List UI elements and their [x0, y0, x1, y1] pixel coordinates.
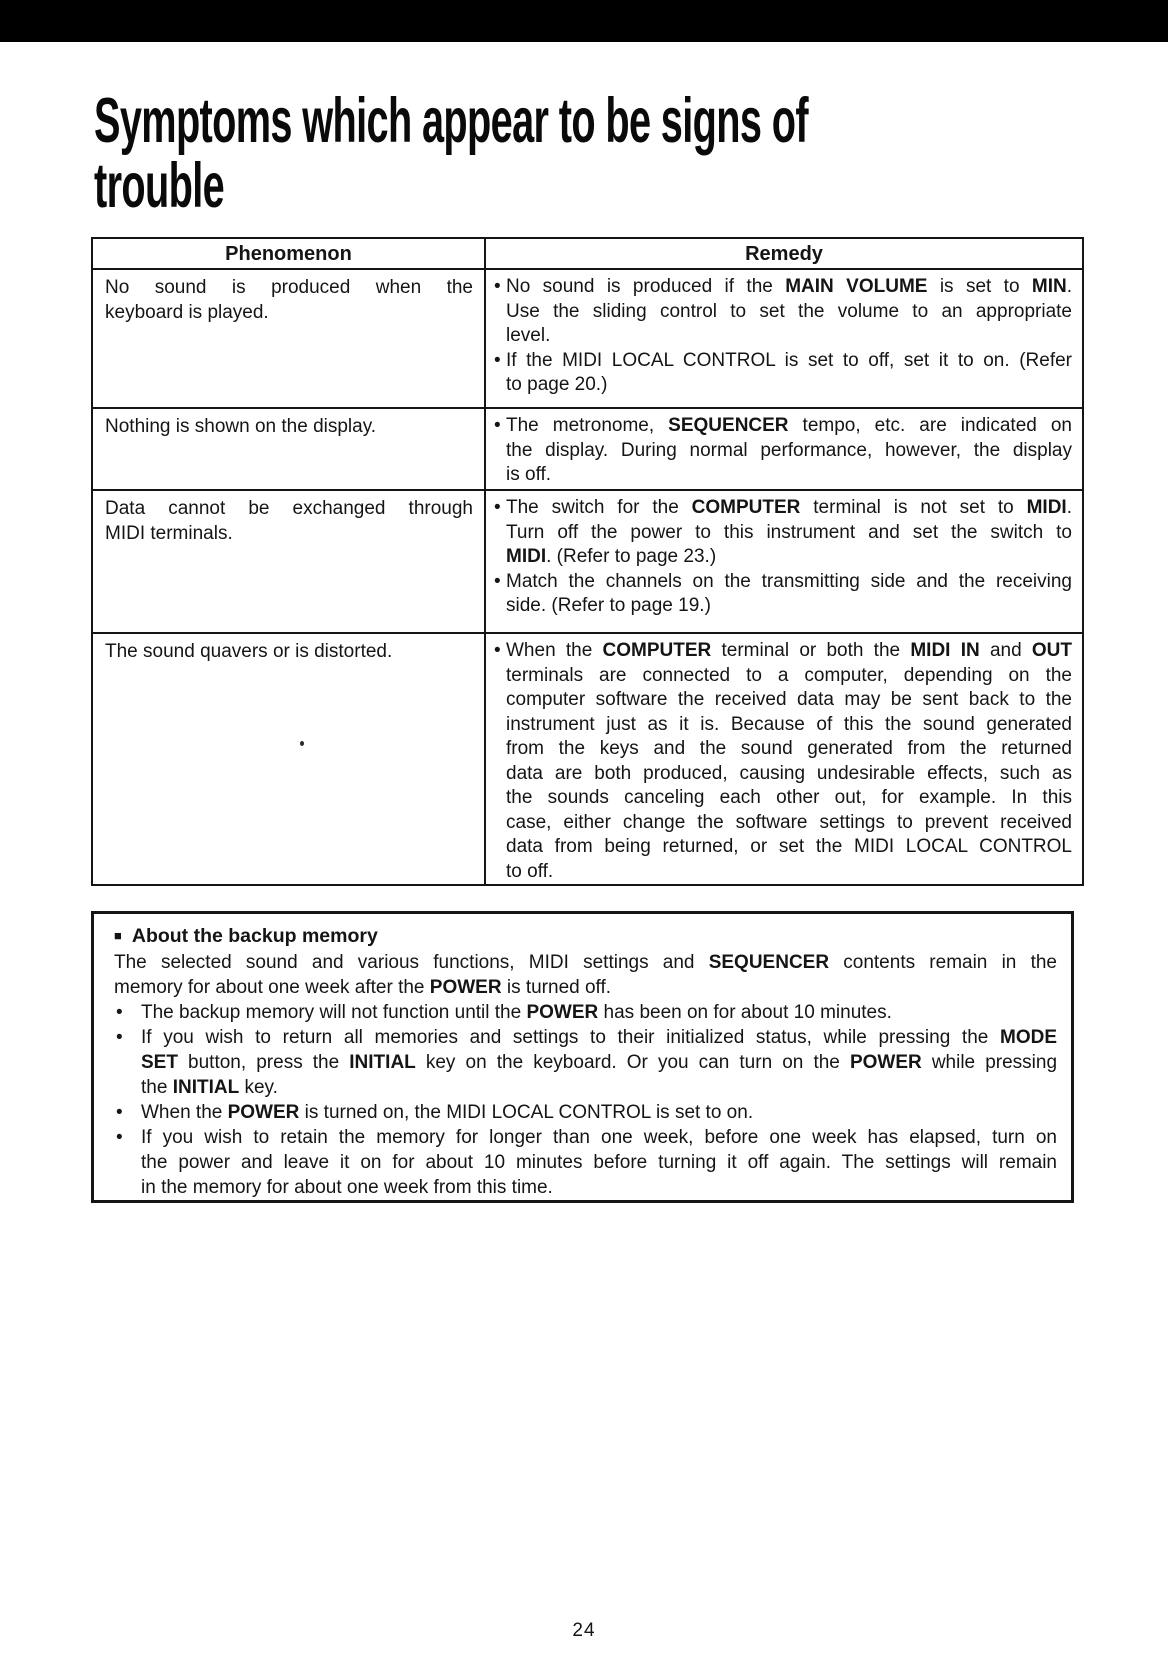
- remedy-line: [494, 762, 1072, 787]
- backup-intro-line: [114, 975, 1057, 1000]
- square-bullet-icon: ■: [114, 928, 122, 943]
- remedy-item: [494, 275, 1072, 349]
- backup-bullet-line: [114, 1000, 1057, 1025]
- text: to page 20.): [506, 374, 608, 395]
- backup-memory-heading: [114, 922, 1057, 950]
- remedy-line: [494, 439, 1072, 464]
- remedy-line: [494, 521, 1072, 546]
- bold-text: POWER: [526, 1002, 599, 1023]
- text: tempo, etc. are indicated on: [788, 415, 1073, 436]
- text: in the memory for about one week from this time.: [141, 1177, 553, 1198]
- backup-memory-bullet: [114, 1100, 1057, 1125]
- bullet-icon: •: [494, 415, 501, 436]
- scan-artifact-dot: [300, 741, 304, 746]
- bullet-icon: •: [494, 276, 501, 297]
- phenomenon-cell: [93, 634, 486, 884]
- text: The backup memory will not function until the: [141, 1002, 527, 1023]
- text: contents remain in the: [829, 952, 1057, 973]
- remedy-cell: [486, 491, 1082, 632]
- table-row: [93, 268, 1082, 407]
- table-header-remedy: Remedy: [745, 243, 823, 265]
- bold-text: POWER: [227, 1102, 300, 1123]
- remedy-cell: [486, 270, 1082, 407]
- backup-bullet-line: [114, 1125, 1057, 1150]
- text: from the keys and the sound generated from the returned: [506, 738, 1072, 759]
- text: has been on for about 10 minutes.: [598, 1002, 892, 1023]
- backup-bullet-line: [114, 1100, 1057, 1125]
- table-row: [93, 632, 1082, 884]
- scan-edge-bar: [0, 0, 1168, 42]
- text: while pressing: [921, 1052, 1058, 1073]
- text: Data cannot be exchanged through: [105, 498, 473, 519]
- table-header-row: [93, 239, 1082, 268]
- remedy-line: [494, 463, 1072, 488]
- remedy-line: [494, 275, 1072, 300]
- text: key.: [239, 1077, 278, 1098]
- phenomenon-line: [105, 497, 473, 522]
- text: Use the sliding control to set the volume to an appropriate: [506, 300, 1072, 322]
- text: terminal is not set to: [800, 497, 1027, 518]
- bold-text: MIDI IN: [910, 640, 980, 661]
- text: is set to: [927, 276, 1032, 297]
- text: instrument just as it is. Because of this the sound generated: [506, 713, 1072, 735]
- text: button, press the: [177, 1052, 350, 1073]
- bold-text: COMPUTER: [602, 640, 712, 661]
- backup-memory-heading-text: About the backup memory: [131, 925, 378, 947]
- remedy-line: [494, 688, 1072, 713]
- bullet-icon: •: [494, 497, 501, 518]
- phenomenon-line: [105, 276, 473, 301]
- phenomenon-line: [105, 640, 473, 665]
- bold-text: MIDI: [506, 546, 547, 567]
- backup-memory-bullet: [114, 1125, 1057, 1200]
- text: terminals are connected to a computer, depending on the: [506, 664, 1072, 686]
- text: The sound quavers or is distorted.: [105, 641, 393, 662]
- text: memory for about one week after the: [114, 977, 430, 998]
- text: If you wish to return all memories and settings to their initialized status, while pressing the: [141, 1027, 1000, 1048]
- title-line-2: trouble: [94, 151, 225, 221]
- table-header-phenomenon: Phenomenon: [93, 239, 486, 268]
- remedy-line: [494, 786, 1072, 811]
- text: When the: [141, 1102, 228, 1123]
- text: is turned off.: [501, 977, 612, 998]
- text: Turn off the power to this instrument and set the switch to: [506, 521, 1072, 543]
- text: The switch for the: [506, 497, 692, 518]
- text: .: [1066, 276, 1073, 297]
- table-row: [93, 489, 1082, 632]
- text: side. (Refer to page 19.): [506, 595, 711, 616]
- remedy-item: [494, 496, 1072, 570]
- remedy-item: [494, 639, 1072, 884]
- remedy-line: [494, 811, 1072, 836]
- text: the power and leave it on for about 10 minutes before turning it off again. The settings will remain: [141, 1152, 1057, 1173]
- text: MIDI terminals.: [105, 522, 233, 544]
- text: the display. During normal performance, however, the display: [506, 439, 1072, 461]
- text: the: [141, 1077, 173, 1098]
- text: level.: [506, 325, 551, 346]
- text: keyboard is played.: [105, 301, 269, 323]
- backup-bullet-line: [114, 1025, 1057, 1050]
- bold-text: INITIAL: [349, 1052, 416, 1073]
- backup-memory-bullet: [114, 1025, 1057, 1100]
- bullet-icon: •: [116, 1027, 123, 1048]
- remedy-line: [494, 496, 1072, 521]
- phenomenon-cell: [93, 491, 486, 632]
- remedy-line: [494, 414, 1072, 439]
- bullet-icon: •: [494, 570, 501, 592]
- bold-text: SET: [141, 1052, 178, 1073]
- remedy-line: [494, 324, 1072, 349]
- remedy-line: [494, 570, 1072, 595]
- remedy-line: [494, 713, 1072, 738]
- bold-text: POWER: [429, 977, 502, 998]
- text: The selected sound and various functions, MIDI settings and: [114, 952, 709, 973]
- phenomenon-line: [105, 522, 473, 547]
- backup-bullet-line: [114, 1175, 1057, 1200]
- remedy-item: [494, 349, 1072, 398]
- title-line-1: Symptoms which appear to be signs of: [94, 86, 808, 156]
- text: the sounds canceling each other out, for example. In this: [506, 787, 1072, 808]
- bullet-icon: •: [116, 1002, 123, 1023]
- bold-text: INITIAL: [172, 1077, 240, 1098]
- text: case, either change the software settings to prevent received: [506, 811, 1072, 833]
- remedy-cell: [486, 634, 1082, 884]
- text: data are both produced, causing undesirable effects, such as: [506, 762, 1072, 784]
- trouble-table: [91, 237, 1084, 886]
- remedy-line: [494, 737, 1072, 762]
- backup-memory-bullet: [114, 1000, 1057, 1025]
- remedy-line: [494, 639, 1072, 664]
- backup-memory-bullets: [114, 1000, 1057, 1200]
- phenomenon-cell: [93, 270, 486, 407]
- text: terminal or both the: [711, 640, 911, 661]
- text: is turned on, the MIDI LOCAL CONTROL is set to on.: [299, 1102, 754, 1123]
- phenomenon-line: [105, 301, 473, 326]
- bold-text: POWER: [849, 1052, 922, 1073]
- bold-text: MIN: [1031, 276, 1067, 297]
- backup-intro-line: [114, 950, 1057, 975]
- backup-memory-box: [91, 911, 1074, 1203]
- text: is off.: [506, 464, 552, 485]
- remedy-line: [494, 664, 1072, 689]
- text: . (Refer to page 23.): [546, 546, 717, 567]
- bullet-icon: •: [116, 1127, 123, 1148]
- bold-text: MIDI: [1026, 497, 1067, 518]
- bullet-icon: •: [494, 640, 501, 661]
- bold-text: MAIN VOLUME: [785, 276, 928, 297]
- text: Match the channels on the transmitting side and the receiving: [506, 570, 1072, 592]
- bold-text: SEQUENCER: [708, 952, 830, 973]
- remedy-line: [494, 835, 1072, 860]
- remedy-line: [494, 860, 1072, 885]
- bold-text: OUT: [1031, 640, 1072, 661]
- phenomenon-cell: [93, 409, 486, 489]
- backup-bullet-line: [114, 1150, 1057, 1175]
- text: If the MIDI LOCAL CONTROL is set to off, set it to on. (Refer: [506, 349, 1072, 371]
- remedy-item: [494, 570, 1072, 619]
- text: and: [979, 640, 1032, 661]
- bullet-icon: •: [494, 349, 501, 371]
- backup-memory-intro: [114, 950, 1057, 1000]
- table-row: [93, 407, 1082, 489]
- remedy-line: [494, 300, 1072, 325]
- text: The metronome,: [506, 415, 669, 436]
- text: No sound is produced when the: [105, 277, 473, 298]
- remedy-line: [494, 594, 1072, 619]
- text: computer software the received data may be sent back to the: [506, 689, 1072, 710]
- text: to off.: [506, 860, 554, 882]
- remedy-cell: [486, 409, 1082, 489]
- bold-text: COMPUTER: [691, 497, 801, 518]
- text: Nothing is shown on the display.: [105, 416, 377, 437]
- backup-bullet-line: [114, 1075, 1057, 1100]
- bold-text: MODE: [1000, 1027, 1057, 1048]
- remedy-item: [494, 414, 1072, 488]
- remedy-line: [494, 349, 1072, 374]
- text: data from being returned, or set the MIDI LOCAL CONTROL: [506, 836, 1072, 857]
- text: key on the keyboard. Or you can turn on the: [415, 1052, 850, 1073]
- bold-text: SEQUENCER: [668, 415, 789, 436]
- page-number: 24: [572, 1620, 596, 1641]
- backup-bullet-line: [114, 1050, 1057, 1075]
- bullet-icon: •: [116, 1102, 123, 1123]
- text: When the: [506, 640, 603, 661]
- remedy-line: [494, 545, 1072, 570]
- page-title: [94, 86, 1168, 221]
- text: If you wish to retain the memory for longer than one week, before one week has elapsed, turn on: [141, 1127, 1057, 1148]
- text: .: [1066, 497, 1072, 518]
- text: No sound is produced if the: [506, 276, 786, 297]
- remedy-line: [494, 373, 1072, 398]
- phenomenon-line: [105, 415, 473, 440]
